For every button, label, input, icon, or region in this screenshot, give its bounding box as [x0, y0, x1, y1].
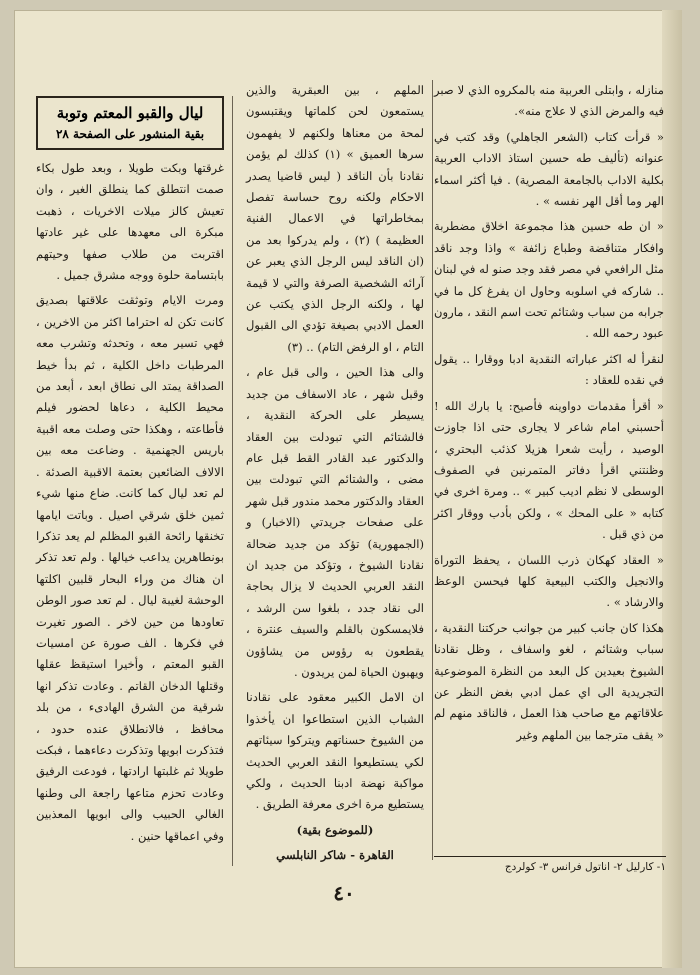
paragraph: هكذا كان جانب كبير من جوانب حركتنا النقدية ، سباب وشتائم ، لغو واسفاف ، وظل نقادنا الشيوخ بعيدين كل البعد من النظرة الموضوعية التجريدية الى اي عمل ادبي بغض النظر عن علاقاتهم مع صاحب هذا العمل ، فالناقد منهم لم « يقف مترجما بين الملهم وغير	[434, 620, 664, 742]
page-edge-shadow	[662, 10, 682, 968]
paragraph: غرقتها وبكت طويلا ، وبعد طول بكاء صمت انتطلق كما ينطلق الغير ، وان تعيش كالز ميلات الاخريات ، ذهبت مبكرة الى معهدها على غير عادتها اقتربت من طلاب صفها وحيتهم بابتسامة حلوة ووجه مشرق جميل .	[36, 161, 224, 283]
paragraph: « أقرأ مقدمات دواوينه فأصيح: يا بارك الله ! أحسبني امام شاعر لا يجارى حتى اذا جاوزت الوصيد ، رأيت شعرا هزيلا كذئب البحتري ، وظنتني اقرأ دفاتر المتمرنين في الصفوف الوسطى لا نظم اديب كبير » .. ومرة اخرى في كتابه « على المحك » ، ولكن بأدب ووقار اكثر من ذي قبل .	[434, 398, 664, 542]
paragraph: والى هذا الحين ، والى قبل عام ، وقبل شهر ، عاد الاسفاف من جديد يسيطر على الحركة النقدية ، فالشتائم التي تبودلت بين العقاد والدكتور عبد القادر القط قبل عام مضى ، والشتائم التي تبودلت بين العقاد والدكتور محمد مندور قبل شهر على صفحات جريدتي (الاخبار) و (الجمهورية) تؤكد من جديد ضحالة نقادنا الشيوخ ، وتؤكد من جديد ان النقد العربي الحديث لا يزال بحاجة الى نقاد جدد ، بلغوا سن الرشد ، فلايمسكون بالقلم والسيف عنترة ، يقطعون به رؤوس من يشاؤون ويهبون الحياة لمن يريدون .	[246, 365, 424, 679]
story-headline-box	[36, 96, 224, 150]
headline-title: ليال والقبو المعتم وتوبة	[56, 104, 204, 122]
author-signature: القاهرة - شاكر النابلسي	[276, 848, 394, 863]
headline-continuation: بقية المنشور على الصفحة ٢٨	[55, 127, 205, 141]
footnote-rule	[434, 856, 666, 857]
column-middle	[246, 80, 424, 871]
paragraph: لنقرأ له اكثر عباراته النقدية ادبا ووقارا .. يقول في نقده للعقاد :	[434, 351, 664, 388]
column-right	[434, 80, 664, 750]
footnotes: ١- كارليل ٢- اناتول فرانس ٣- كولردج	[504, 861, 666, 873]
page-number: ٤٠	[333, 881, 355, 905]
paragraph: ومرت الايام وتوثقت علاقتها بصديق كانت تكن له احتراما اكثر من الاخرين ، فهي تسير معه ، وتحدثه وتشرب معه المرطبات داخل الكلية ، ثم بدأ خيط الصداقة يمتد الى نطاق ابعد ، أبعد من محيط الكلية ، دعاها لحضور فيلم فأطاعته ، وهكذا حتى وصلت معه اقبية باريس الجهنمية . وضاعت معه بين الالاف الضائعين بعتمة الاقبية الصدئة . لم تعد ليال كما كانت. ضاع منها شيء ثمين خلق شرقي اصيل . وباتت ايامها تخنقها رائحة القبو المظلم لم يعد تذكرا بونطاهرين يداعب خيالها . ولم تعد تذكر ان هناك من وراء البحار قلبين اكلتها الوحشة لغيبة ليال . لم تعد صور الوطن تعاودها من حين لاخر . الصور تغيرت في فكرها . الف صورة عن امسيات القبو المعتم ، وأخيرا استيقظ عقلها وقتلها الدخان القاتم . وعادت تذكر انها شرقية من الشرق الهادىء ، من بلد محافظ ، فالانطلاق عنده حدود ، فتذكرت ابويها وتذكرت دعاءهما ، فبكت طويلا ثم غلبتها ارادتها ، فودعت الرفيق وعادت تحزم متاعها راجعة الى وطنها الغالي الحبيب والى ابويها المعذبين وفي اعماقها حنين .	[36, 293, 224, 843]
magazine-page	[14, 10, 682, 968]
paragraph: ان الامل الكبير معقود على نقادنا الشباب الذين استطاعوا ان يأخذوا من الشيوخ حسناتهم ويتركوا سيئاتهم لكي يستطيعوا النقد العربي الحديث مواكبة نهضة ادبنا الحديث ، ولكي يستطيع مرة اخرى معرفة الطريق .	[246, 690, 424, 812]
paragraph: « قرأت كتاب (الشعر الجاهلي) وقد كتب في عنوانه (تأليف طه حسين استاذ الاداب العربية بكلية الاداب بالجامعة المصرية) . فيا أكثر اسماء الهر وما أقل الهر نفسه » .	[434, 129, 664, 209]
paragraph: الملهم ، بين العبقرية والذين يستمعون لحن كلماتها ويقتبسون لمحة من معناها ولكنهم لا يفهمون سرها العميق » (١) كذلك لم يؤمن نقادنا بأن الناقد ( ليس قاضيا يصدر الاحكام ولكنه روح حساسة تفصل بمخاطراتها في الاعمال الفنية العظيمة ) (٢) ، ولم يدركوا بعد من (ان الناقد ليس الرجل الذي يعبر عن آرائه الشخصية الصرفة والتي لا قيمة لها ، ولكنه الرجل الذي يكتب عن العمل الادبي بصيغة تؤدي الى القبول التام ، او الرفض التام) .. (٣)	[246, 83, 424, 354]
paragraph: منازله ، وابتلى العربية منه بالمكروه الذي لا صبر فيه والمرض الذي لا علاج منه».	[434, 83, 664, 119]
to-be-continued-note: (للموضوع بقية)	[296, 822, 374, 837]
paragraph: « العقاد كهكان ذرب اللسان ، يحفظ التوراة والانجيل والكتب البيعية كلها فيحسن الوعظ والارشاد » .	[434, 552, 664, 610]
column-left	[36, 158, 224, 851]
column-divider	[432, 80, 433, 860]
column-divider	[232, 96, 233, 866]
paragraph: « ان طه حسين هذا مجموعة اخلاق مضطربة وافكار متناقضة وطباع زائفة » واذا وجد ناقد مثل الرافعي في مصر فقد وجد صنو له في لبنان .. شاركه في اسلوبه وحاول ان يفرغ كل ما في جرابه من سباب وشتائم تحت اسم النقد ، مارون عبود رحمه الله .	[434, 219, 664, 341]
